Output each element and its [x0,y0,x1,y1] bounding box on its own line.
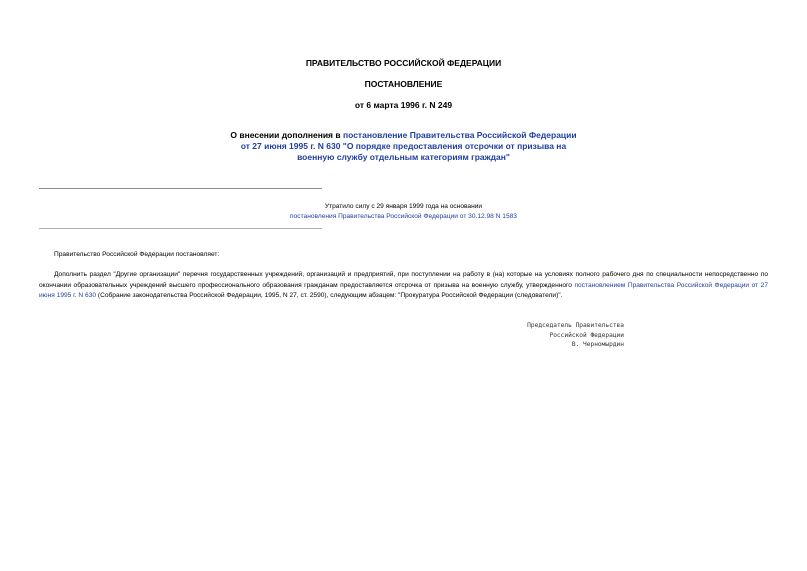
lost-force-decree-link[interactable]: постановления Правительства Российской Федерации от 30.12.98 N 1583 [290,213,517,220]
lost-force-note: Утратило силу с 29 января 1999 года на основании [324,203,483,210]
signatory-name: В. Черномырдин [571,341,624,348]
body-referenced-decree-link[interactable]: постановлением Правительства Российской Федерации от 27 июня 1995 г. N 630 [39,281,768,299]
body-paragraph [39,270,768,302]
date-number-heading: от 6 марта 1996 г. N 249 [354,100,453,110]
body-paragraph-end: (Собрание законодательства Российской Федерации, 1995, N 27, ст. 2590), следующим абзацем: "Прокуратура Российской Федерации (следователи)". [96,292,563,299]
bottom-divider [39,228,322,229]
top-divider [39,188,322,189]
issuer-heading: ПРАВИТЕЛЬСТВО РОССИЙСКОЙ ФЕДЕРАЦИИ [305,58,502,68]
signature-block [480,321,624,350]
body-paragraph-start: Дополнить раздел "Другие организации" перечня государственных учреждений, организаций и предприятий, при поступлении на работу в (на) которые на условиях полного рабочего дня по специальности непосредственно по окончании образовательных учреждений высшего профессионального образования гражданам предоставляется отсрочка от призыва на военную службу, утвержденного [39,271,768,289]
signatory-title: Председатель Правительства [527,322,624,329]
document-type-heading: ПОСТАНОВЛЕНИЕ [364,79,443,89]
subject-referenced-decree-link[interactable]: постановление Правительства Российской Федерации от 27 июня 1995 г. N 630 [240,130,577,151]
document-subject [230,130,577,163]
decree-statement: Правительство Российской Федерации постановляет: [54,251,220,258]
signatory-country: Российской Федерации [549,331,624,339]
subject-prefix: О внесении дополнения в [230,130,343,140]
subject-suffix: "О порядке предоставления отсрочки от призыва на военную службу отдельным категориям граждан" [297,141,567,162]
